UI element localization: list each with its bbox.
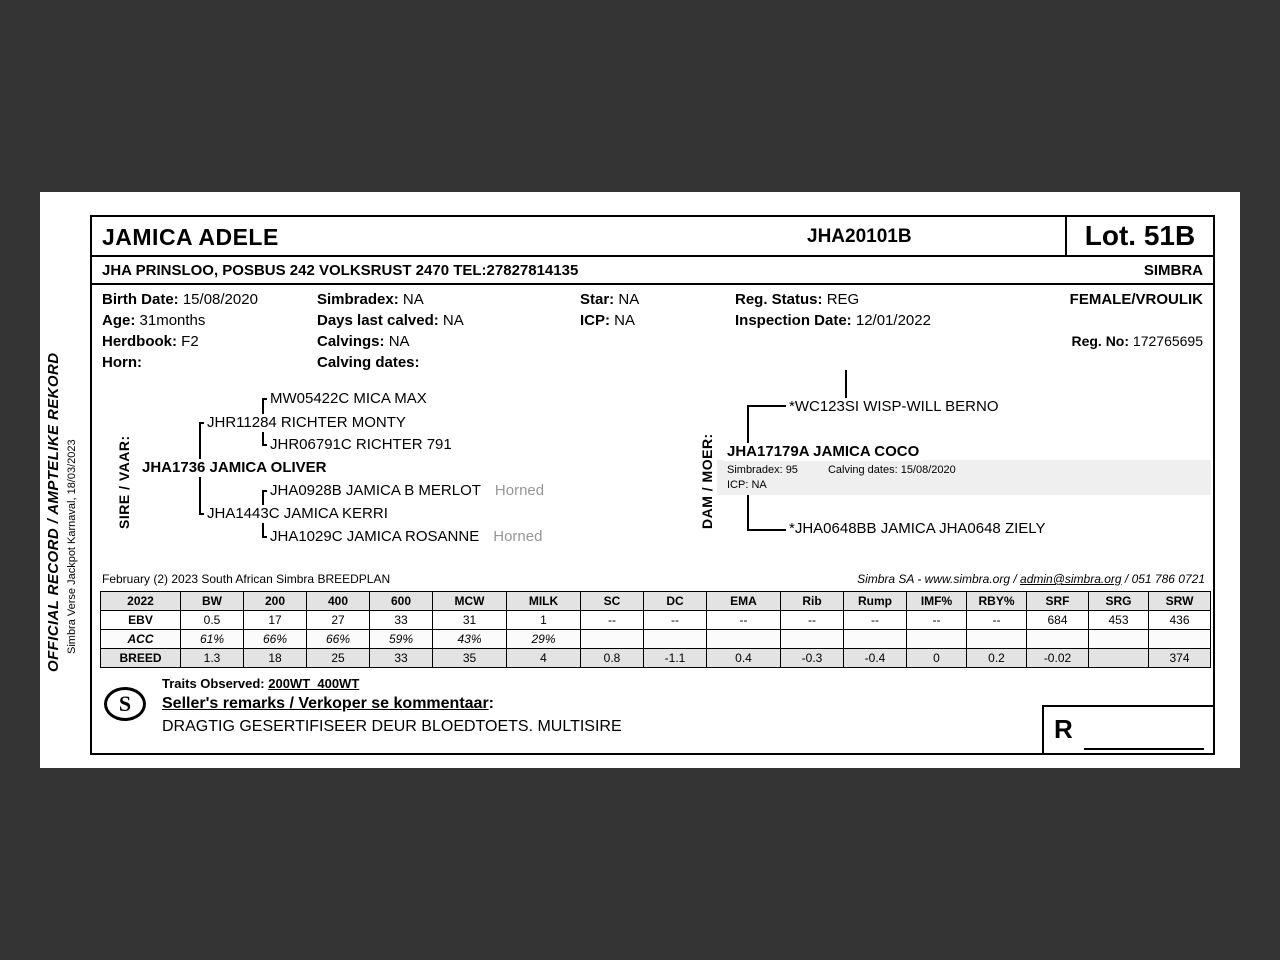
- price-box-horizontal-line: [1042, 705, 1213, 707]
- info-column-1: [102, 289, 258, 373]
- sire-granddam-paternal: JHR06791C RICHTER 791: [267, 436, 455, 454]
- owner-row: [92, 257, 1213, 285]
- age-value: 31months: [139, 312, 206, 329]
- cell-breed-ema: 0.4: [707, 649, 781, 668]
- sire-grandsire-maternal: [267, 482, 547, 500]
- seller-remarks-heading: [162, 695, 494, 713]
- dam-mother: *JHA0648BB JAMICA JHA0648 ZIELY: [786, 520, 1049, 538]
- cell-ebv-milk: 1: [507, 611, 581, 630]
- icp-field: [580, 310, 639, 331]
- dam-name: JHA17179A JAMICA COCO: [724, 443, 922, 461]
- dam-father: *WC123SI WISP-WILL BERNO: [786, 398, 1002, 416]
- days-last-calved-value: NA: [442, 312, 464, 329]
- official-record-vertical-text: OFFICIAL RECORD / AMPTELIKE REKORD: [45, 352, 62, 672]
- sire-granddam-maternal-name: JHA1029C JAMICA ROSANNE: [270, 528, 480, 545]
- simbra-logo: [104, 687, 146, 721]
- sire-grandsire-maternal-name: JHA0928B JAMICA B MERLOT: [270, 482, 481, 499]
- cell-ebv-srw: 436: [1149, 611, 1211, 630]
- cell-acc-imf: [907, 630, 967, 649]
- herdbook-value: F2: [181, 333, 199, 350]
- inspection-date-field: [735, 310, 931, 331]
- cell-acc-bw: 61%: [181, 630, 244, 649]
- seller-remarks-colon: :: [488, 695, 494, 712]
- cell-acc-rib: [781, 630, 844, 649]
- cell-acc-mcw: 43%: [433, 630, 507, 649]
- simbradex-label: Simbradex:: [317, 291, 399, 308]
- birth-date-field: [102, 289, 258, 310]
- calving-dates-label: Calving dates:: [317, 354, 420, 371]
- cell-breed-imf: 0: [907, 649, 967, 668]
- cell-ebv-mcw: 31: [433, 611, 507, 630]
- birth-date-label: Birth Date:: [102, 291, 179, 308]
- reg-status-value: REG: [826, 291, 860, 308]
- icp-label: ICP:: [580, 312, 610, 329]
- herdbook-field: [102, 331, 258, 352]
- breedplan-row: [102, 572, 1205, 586]
- cell-breed-mcw: 35: [433, 649, 507, 668]
- cell-acc-200: 66%: [244, 630, 307, 649]
- column-header-rump: Rump: [844, 592, 907, 611]
- record-box: [90, 215, 1215, 755]
- horn-field: [102, 352, 258, 373]
- column-header-400: 400: [307, 592, 370, 611]
- icp-value: NA: [614, 312, 636, 329]
- info-column-4: [735, 289, 931, 331]
- cell-ebv-rib: --: [781, 611, 844, 630]
- calvings-label: Calvings:: [317, 333, 385, 350]
- info-column-3: [580, 289, 639, 331]
- age-field: [102, 310, 258, 331]
- dam-section-label: DAM / MOER:: [699, 433, 715, 529]
- calvings-value: NA: [388, 333, 410, 350]
- inspection-date-label: Inspection Date:: [735, 312, 852, 329]
- cell-acc-400: 66%: [307, 630, 370, 649]
- header-row: [92, 217, 1213, 257]
- herdbook-label: Herdbook:: [102, 333, 177, 350]
- simbradex-field: [317, 289, 464, 310]
- cell-ebv-bw: 0.5: [181, 611, 244, 630]
- cell-ebv-srf: 684: [1027, 611, 1089, 630]
- table-row-breed: [101, 649, 1211, 668]
- table-row-acc: [101, 630, 1211, 649]
- dam-simbradex: Simbradex: 95: [727, 464, 798, 476]
- traits-observed-value: 200WT 400WT: [268, 676, 360, 691]
- column-header-rby: RBY%: [967, 592, 1027, 611]
- table-row-ebv: [101, 611, 1211, 630]
- star-value: NA: [618, 291, 640, 308]
- column-header-srw: SRW: [1149, 592, 1211, 611]
- simbra-contact-suffix: / 051 786 0721: [1121, 572, 1205, 586]
- column-header-sc: SC: [581, 592, 644, 611]
- column-header-rib: Rib: [781, 592, 844, 611]
- cell-acc-ema: [707, 630, 781, 649]
- cell-breed-sc: 0.8: [581, 649, 644, 668]
- days-last-calved-label: Days last calved:: [317, 312, 439, 329]
- table-header-row: [101, 592, 1211, 611]
- column-header-2022: 2022: [101, 592, 181, 611]
- cell-breed-milk: 4: [507, 649, 581, 668]
- sire-section-label: SIRE / VAAR:: [116, 435, 132, 529]
- column-header-200: 200: [244, 592, 307, 611]
- dam-details-band: [717, 460, 1211, 495]
- reg-no-field: [1071, 333, 1203, 349]
- cell-ebv-400: 27: [307, 611, 370, 630]
- dam-details-line-2: [727, 478, 1211, 493]
- simbra-email: admin@simbra.org: [1020, 572, 1122, 586]
- sex-tag: FEMALE/VROULIK: [1069, 291, 1203, 308]
- lot-number: Lot. 51B: [1065, 217, 1213, 255]
- seller-remarks-text: DRAGTIG GESERTIFISEER DEUR BLOEDTOETS. MULTISIRE: [162, 718, 622, 735]
- cell-ebv-dc: --: [644, 611, 707, 630]
- cell-ebv-200: 17: [244, 611, 307, 630]
- birth-date-value: 15/08/2020: [182, 291, 258, 308]
- cell-acc-srf: [1027, 630, 1089, 649]
- breed-name: SIMBRA: [1143, 261, 1203, 279]
- cell-breed-dc: -1.1: [644, 649, 707, 668]
- cell-breed-rby: 0.2: [967, 649, 1027, 668]
- star-field: [580, 289, 639, 310]
- sire-granddam-maternal: [267, 528, 545, 546]
- animal-name: JAMICA ADELE: [102, 224, 279, 250]
- simbra-contact-prefix: Simbra SA - www.simbra.org /: [857, 572, 1021, 586]
- inspection-date-value: 12/01/2022: [855, 312, 931, 329]
- dam-icp: ICP: NA: [727, 479, 767, 491]
- reg-no-label: Reg. No:: [1071, 333, 1130, 349]
- cell-ebv-rump: --: [844, 611, 907, 630]
- dam-calving-dates: Calving dates: 15/08/2020: [827, 464, 956, 476]
- column-header-srf: SRF: [1027, 592, 1089, 611]
- column-header-srg: SRG: [1089, 592, 1149, 611]
- reg-status-label: Reg. Status:: [735, 291, 823, 308]
- cell-ebv-ema: --: [707, 611, 781, 630]
- cell-breed-600: 33: [370, 649, 433, 668]
- column-header-milk: MILK: [507, 592, 581, 611]
- simbra-contact-line: [857, 572, 1205, 586]
- row-label-ebv: EBV: [101, 611, 181, 630]
- star-label: Star:: [580, 291, 615, 308]
- seller-remarks-label: Seller's remarks / Verkoper se kommentaar: [162, 695, 489, 712]
- sire-grandsire-paternal: MW05422C MICA MAX: [267, 390, 430, 408]
- horned-note: Horned: [494, 482, 545, 499]
- price-blank-line: [1084, 748, 1204, 750]
- sire-mother: JHA1443C JAMICA KERRI: [204, 505, 391, 523]
- reg-no-value: 172765695: [1132, 333, 1203, 349]
- cell-breed-srg: [1089, 649, 1149, 668]
- info-column-2: [317, 289, 464, 373]
- owner-contact: JHA PRINSLOO, POSBUS 242 VOLKSRUST 2470 TEL:27827814135: [102, 261, 579, 279]
- animal-reg-id: JHA20101B: [807, 226, 912, 247]
- horned-note: Horned: [493, 528, 543, 545]
- simbra-logo-letter: S: [118, 691, 132, 716]
- price-currency-label: R: [1054, 714, 1073, 744]
- cell-ebv-600: 33: [370, 611, 433, 630]
- traits-observed-label: Traits Observed:: [162, 676, 265, 691]
- price-box-vertical-line: [1042, 705, 1044, 755]
- age-label: Age:: [102, 312, 136, 329]
- cell-breed-rump: -0.4: [844, 649, 907, 668]
- cell-breed-srf: -0.02: [1027, 649, 1089, 668]
- cell-acc-rby: [967, 630, 1027, 649]
- cell-breed-rib: -0.3: [781, 649, 844, 668]
- horn-label: Horn:: [102, 354, 142, 371]
- column-header-imf: IMF%: [907, 592, 967, 611]
- cell-ebv-srg: 453: [1089, 611, 1149, 630]
- cell-acc-milk: 29%: [507, 630, 581, 649]
- cell-breed-srw: 374: [1149, 649, 1211, 668]
- column-header-bw: BW: [181, 592, 244, 611]
- ebv-table: [100, 591, 1211, 668]
- dam-details-line-1: [727, 463, 1211, 478]
- column-header-mcw: MCW: [433, 592, 507, 611]
- traits-observed: [162, 676, 359, 691]
- row-label-acc: ACC: [101, 630, 181, 649]
- sire-name: JHA1736 JAMICA OLIVER: [139, 459, 330, 477]
- cell-acc-srg: [1089, 630, 1149, 649]
- cell-ebv-imf: --: [907, 611, 967, 630]
- sire-father: JHR11284 RICHTER MONTY: [204, 414, 409, 432]
- cell-breed-200: 18: [244, 649, 307, 668]
- breedplan-title: February (2) 2023 South African Simbra BREEDPLAN: [102, 572, 391, 586]
- cell-acc-600: 59%: [370, 630, 433, 649]
- pedigree-connector-line: [747, 529, 789, 531]
- column-header-dc: DC: [644, 592, 707, 611]
- column-header-ema: EMA: [707, 592, 781, 611]
- catalog-card: [40, 192, 1240, 768]
- cell-acc-sc: [581, 630, 644, 649]
- cell-breed-400: 25: [307, 649, 370, 668]
- reg-status-field: [735, 289, 931, 310]
- cell-breed-bw: 1.3: [181, 649, 244, 668]
- cell-acc-srw: [1149, 630, 1211, 649]
- cell-acc-dc: [644, 630, 707, 649]
- days-last-calved-field: [317, 310, 464, 331]
- row-label-breed: BREED: [101, 649, 181, 668]
- calving-dates-field: [317, 352, 464, 373]
- simbradex-value: NA: [402, 291, 424, 308]
- column-header-600: 600: [370, 592, 433, 611]
- cell-ebv-rby: --: [967, 611, 1027, 630]
- cell-acc-rump: [844, 630, 907, 649]
- calvings-field: [317, 331, 464, 352]
- cell-ebv-sc: --: [581, 611, 644, 630]
- event-vertical-text: Simbra Verse Jackpot Karnaval, 18/03/2023: [66, 439, 78, 654]
